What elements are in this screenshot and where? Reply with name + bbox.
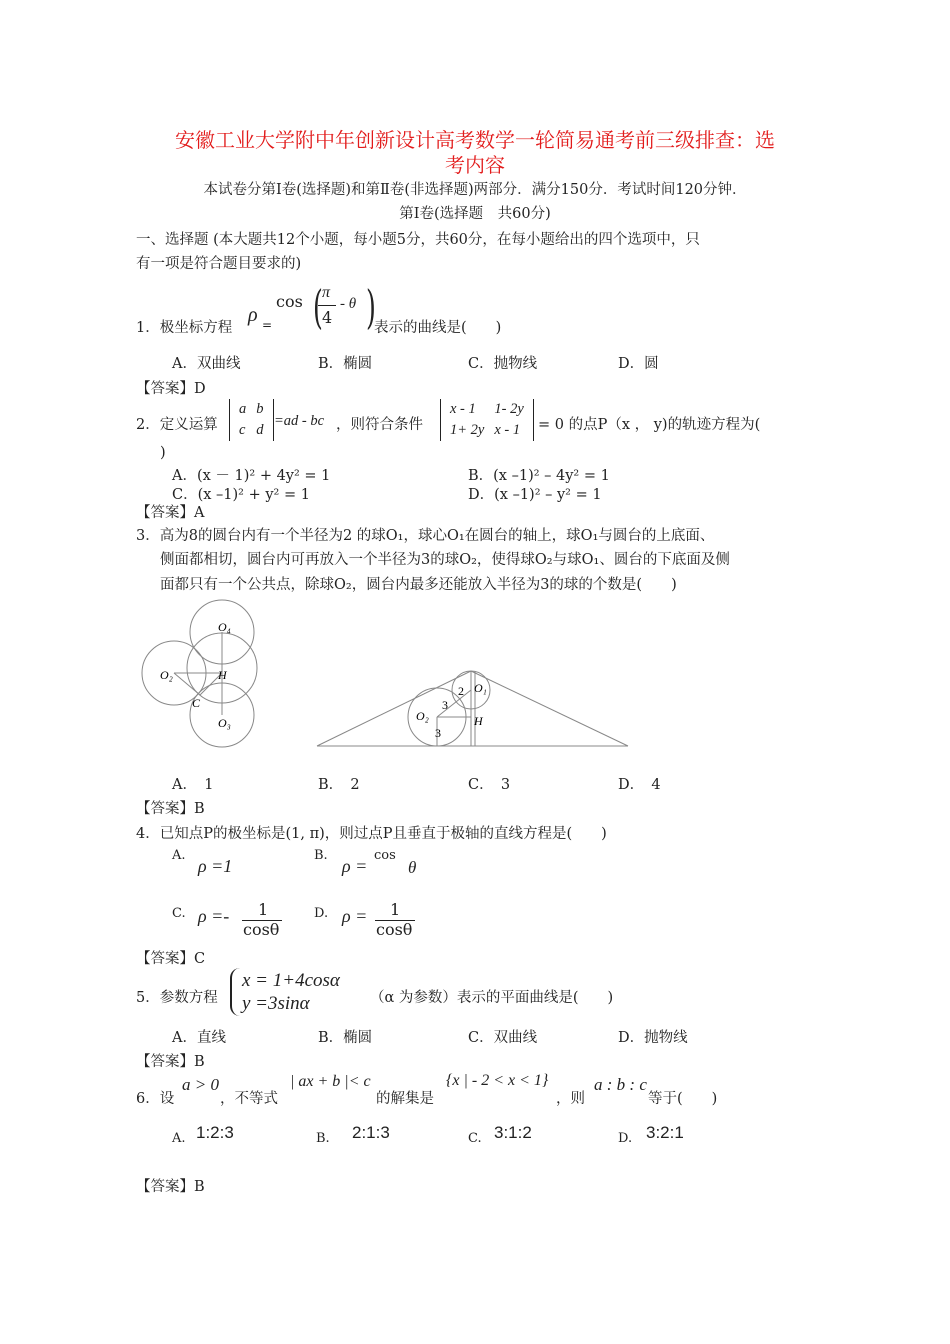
q6-suffix: 等于( ) (648, 1091, 718, 1107)
q1-option-a[interactable]: A．双曲线 (172, 356, 241, 372)
q3-option-d[interactable]: D． 4 (618, 777, 661, 793)
q3-line3: 面都只有一个公共点，除球O₂，圆台内最多还能放入半径为3的球的个数是( ) (160, 577, 677, 593)
q1-rho: ρ (248, 304, 258, 326)
q4-opt-b-rho[interactable]: ρ = (342, 856, 368, 876)
q2-suffix-line2: ) (160, 445, 166, 461)
q5-eq1: x = 1+4cosα (242, 970, 340, 991)
q5-suffix: （α 为参数）表示的平面曲线是( ) (370, 990, 614, 1006)
q6-opt-a-label[interactable]: A. (172, 1131, 186, 1146)
q4-opt-c-den: cosθ (243, 920, 280, 939)
q4-opt-c-label[interactable]: C. (172, 906, 186, 921)
q4-opt-b-cos[interactable]: cos (374, 848, 396, 863)
q2-det2-12: 1- 2y (494, 401, 524, 417)
q1-pi: π (322, 284, 331, 301)
q6-cond: a > 0 (182, 1075, 219, 1094)
q2-answer (136, 501, 204, 522)
q4-opt-d-den: cosθ (376, 920, 413, 939)
q2-answer-value: A (194, 505, 205, 521)
q3-figure-frustum (310, 665, 640, 755)
q5-option-b[interactable]: B．椭圆 (318, 1030, 373, 1046)
q1-option-c[interactable]: C．抛物线 (468, 356, 538, 372)
q6-prefix: 6．设 (136, 1091, 175, 1107)
q1-frac-bar (318, 305, 336, 306)
q1-four: 4 (322, 308, 333, 327)
q2-option-a[interactable]: A．(x － 1)² + 4y² = 1 (172, 468, 331, 484)
label-2: 2 (458, 684, 464, 698)
label-o2b: O₂ (416, 709, 429, 723)
q2-option-c[interactable]: C．(x –1)² + y² = 1 (172, 487, 310, 503)
q2-det2 (440, 399, 534, 441)
q5-prefix: 5．参数方程 (136, 990, 218, 1006)
q4-answer-value: C (194, 951, 206, 967)
label-3a: 3 (442, 698, 448, 712)
q6-mid2: 的解集是 (376, 1091, 434, 1107)
q6-answer-value: B (194, 1179, 205, 1195)
q2-det2-21: 1+ 2y (450, 422, 485, 439)
intro-text: 本试卷分第Ⅰ卷(选择题)和第Ⅱ卷(非选择题)两部分．满分150分．考试时间120分钟． (203, 182, 747, 198)
q4-opt-b-theta[interactable]: θ (408, 858, 417, 877)
q2-option-d[interactable]: D．(x –1)² – y² = 1 (468, 487, 602, 503)
doc-title-line2: 考内容 (445, 153, 505, 177)
line-o2-c (174, 673, 200, 695)
q6-opt-b-value[interactable]: 2:1:3 (352, 1123, 390, 1142)
q6-opt-d-value[interactable]: 3:2:1 (646, 1123, 684, 1142)
doc-title-line1: 安徽工业大学附中年创新设计高考数学一轮简易通考前三级排查：选 (175, 128, 775, 152)
answer-label: 【答案】 (136, 1054, 194, 1070)
q3-option-c[interactable]: C． 3 (468, 777, 511, 793)
part1-heading: 第Ⅰ卷(选择题 共60分) (399, 206, 551, 222)
q6-opt-c-label[interactable]: C. (468, 1131, 482, 1146)
q5-eq2: y =3sinα (242, 993, 310, 1014)
q1-minus-theta: - θ (340, 296, 357, 312)
label-o1: O₁ (474, 681, 487, 695)
answer-label: 【答案】 (136, 801, 194, 817)
q6-mid3: ，则 (556, 1091, 585, 1107)
q2-det1-d: d (256, 422, 264, 439)
answer-label: 【答案】 (136, 505, 194, 521)
q3-answer (136, 797, 205, 818)
q6-answer (136, 1175, 205, 1196)
q2-det2-22: x - 1 (494, 422, 521, 439)
q5-answer (136, 1050, 205, 1071)
q1-lparen: ( (313, 280, 323, 334)
q2-det1-a: a (239, 401, 247, 417)
q1-answer (136, 377, 206, 398)
q4-opt-d-lhs[interactable]: ρ = (342, 906, 368, 926)
q1-answer-value: D (194, 381, 206, 397)
q4-opt-d-label[interactable]: D. (314, 906, 329, 921)
q1-option-d[interactable]: D．圆 (618, 356, 659, 372)
q1-prefix: 1．极坐标方程 (136, 320, 233, 336)
label-o2: O₂ (160, 668, 173, 682)
q1-eq: = (262, 318, 273, 332)
frustum-right-side (471, 671, 628, 746)
section1-line1: 一、选择题 (本大题共12个小题，每小题5分，共60分，在每小题给出的四个选项中，只 (136, 232, 700, 248)
q2-def: =ad - bc (274, 413, 325, 429)
q4-opt-c-num: 1 (258, 900, 269, 919)
q2-det1-c: c (239, 422, 246, 439)
label-3b: 3 (435, 726, 441, 740)
q6-mid1: ，不等式 (220, 1091, 278, 1107)
q4-opt-a[interactable]: ρ =1 (198, 856, 233, 876)
q6-opt-d-label[interactable]: D. (618, 1131, 633, 1146)
q4-answer (136, 947, 205, 968)
q1-rparen: ) (366, 280, 376, 334)
q2-mid: ，则符合条件 (336, 417, 423, 433)
q5-option-c[interactable]: C．双曲线 (468, 1030, 538, 1046)
q6-opt-b-label[interactable]: B. (316, 1131, 330, 1146)
q3-option-b[interactable]: B． 2 (318, 777, 360, 793)
q6-opt-a-value[interactable]: 1:2:3 (196, 1123, 234, 1142)
section1-line2: 有一项是符合题目要求的) (136, 256, 302, 272)
q2-det2-11: x - 1 (450, 401, 476, 417)
q2-det1-b: b (256, 401, 264, 417)
q3-figure-circles (138, 595, 268, 750)
answer-label: 【答案】 (136, 381, 194, 397)
q4-opt-b-label[interactable]: B. (314, 848, 328, 863)
q3-line2: 侧面都相切，圆台内可再放入一个半径为3的球O₂，使得球O₂与球O₁、圆台的下底面及侧 (160, 552, 730, 568)
label-o3: O₃ (218, 716, 231, 730)
q6-set: {x | - 2 < x < 1} (446, 1072, 549, 1089)
q6-opt-c-value[interactable]: 3:1:2 (494, 1123, 532, 1142)
q5-option-d[interactable]: D．抛物线 (618, 1030, 688, 1046)
q5-option-a[interactable]: A．直线 (172, 1030, 226, 1046)
q1-option-b[interactable]: B．椭圆 (318, 356, 373, 372)
q2-det1 (229, 399, 274, 441)
q1-cos: cos (276, 292, 303, 311)
label-c: C (192, 696, 201, 710)
q6-ineq: | ax + b |< c (290, 1073, 371, 1090)
q6-ratio: a : b : c (594, 1075, 647, 1094)
label-o4: O₄ (218, 620, 231, 634)
q3-answer-value: B (194, 801, 205, 817)
q2-suffix: = 0 的点P（x ， y)的轨迹方程为( (538, 417, 761, 433)
q4-opt-d-num: 1 (390, 900, 401, 919)
q2-option-b[interactable]: B．(x –1)² – 4y² = 1 (468, 468, 610, 484)
q4-opt-a-label[interactable]: A. (172, 848, 186, 863)
q3-option-a[interactable]: A． 1 (172, 777, 214, 793)
answer-label: 【答案】 (136, 1179, 194, 1195)
q5-answer-value: B (194, 1054, 205, 1070)
q2-prefix: 2．定义运算 (136, 417, 218, 433)
q1-suffix: 表示的曲线是( ) (374, 320, 502, 336)
q4-text: 4．已知点P的极坐标是(1, π)，则过点P且垂直于极轴的直线方程是( ) (136, 826, 607, 842)
answer-label: 【答案】 (136, 951, 194, 967)
q3-line1: 3．高为8的圆台内有一个半径为2 的球O₁，球心O₁在圆台的轴上，球O₁与圆台的上底面、 (136, 528, 715, 544)
q5-brace (230, 968, 240, 1016)
label-h2: H (474, 714, 483, 728)
label-h: H (218, 668, 227, 682)
q4-opt-c-lhs[interactable]: ρ =- (198, 906, 230, 926)
